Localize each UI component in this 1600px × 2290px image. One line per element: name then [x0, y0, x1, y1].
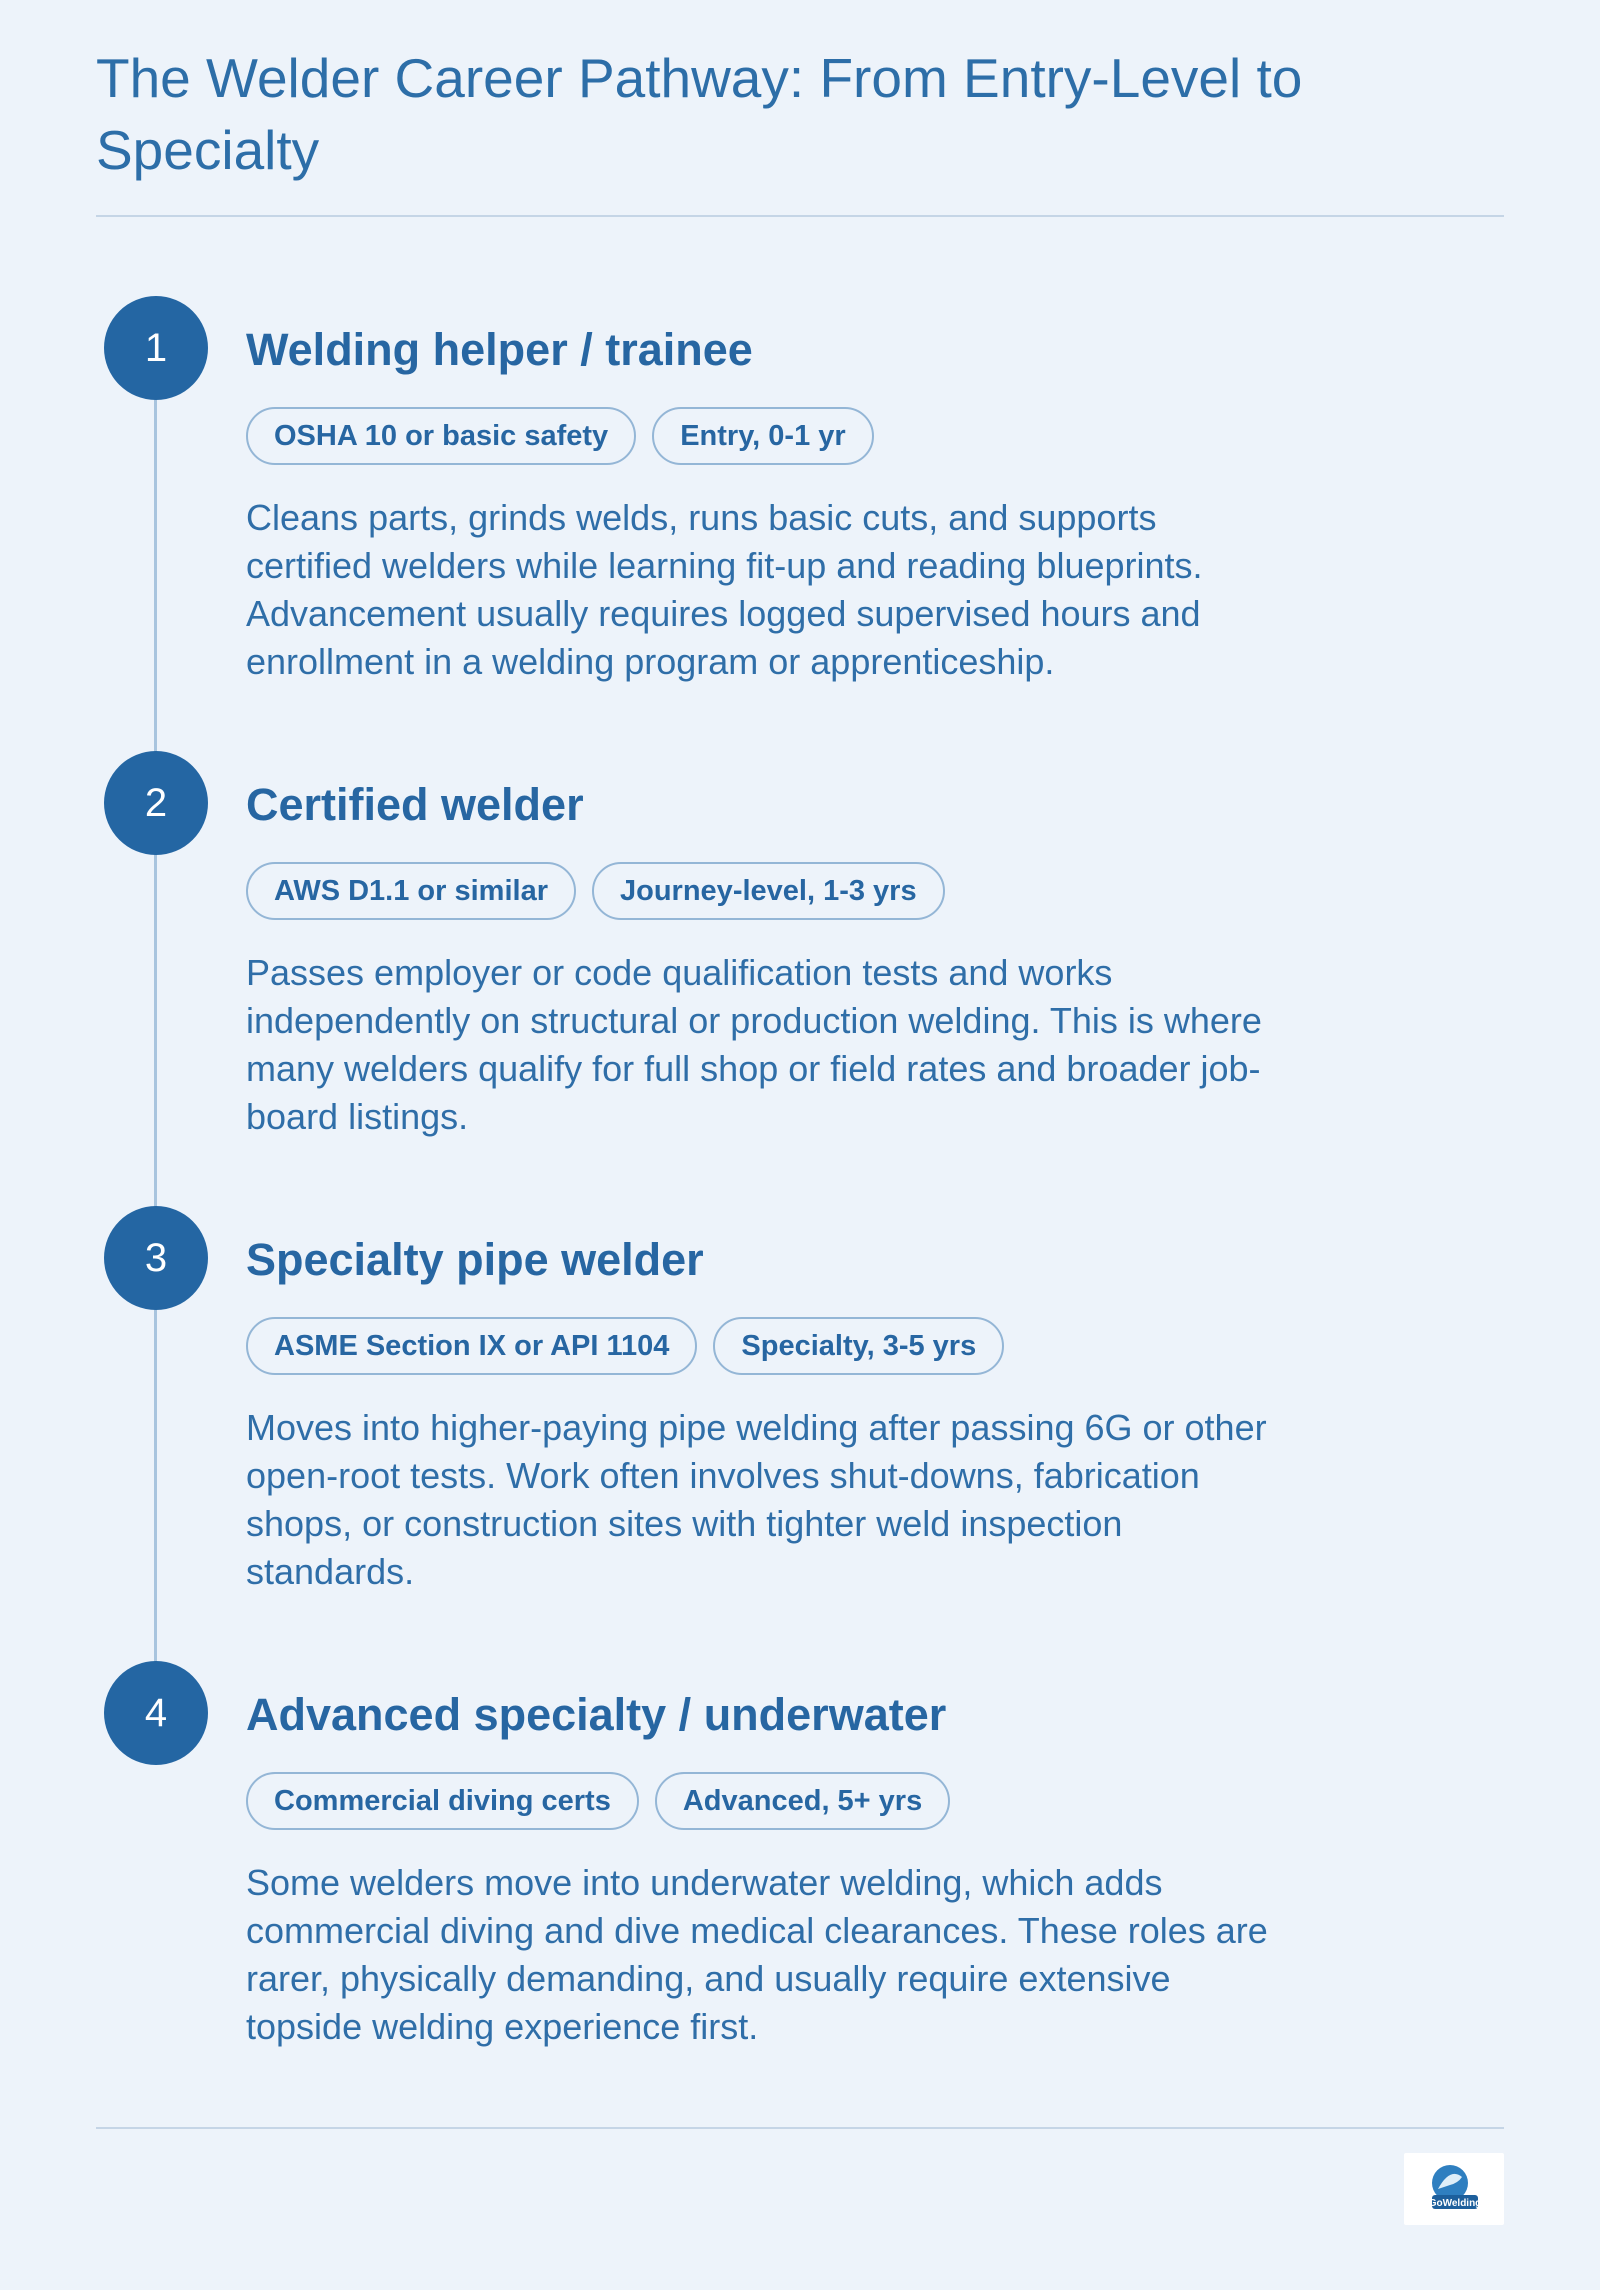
experience-tag: Journey-level, 1-3 yrs	[592, 862, 945, 920]
step-tags	[246, 1317, 1004, 1375]
step-title: Certified welder	[246, 779, 584, 830]
experience-tag: Advanced, 5+ yrs	[655, 1772, 950, 1830]
certification-tag: Commercial diving certs	[246, 1772, 639, 1830]
footer-divider	[96, 2127, 1504, 2129]
step-description: Cleans parts, grinds welds, runs basic cuts, and supports certified welders while learning fit-up and reading blueprints. Advancement usually requires logged supervised hours and enrollment in a welding program or apprenticeship.	[246, 497, 1203, 682]
step-description: Passes employer or code qualification tests and works independently on structural or production welding. This is where many welders qualify for full shop or field rates and broader job-board listings.	[246, 952, 1262, 1137]
step-number-badge: 1	[104, 296, 208, 400]
logo-wordmark: GoWelding	[1428, 2198, 1482, 2209]
welder-helmet-logo-icon	[1404, 2153, 1504, 2225]
experience-tag: Specialty, 3-5 yrs	[713, 1317, 1004, 1375]
experience-tag: Entry, 0-1 yr	[652, 407, 873, 465]
step-tags	[246, 862, 945, 920]
timeline-line	[154, 350, 157, 1710]
step-number-badge: 4	[104, 1661, 208, 1765]
step-number-badge: 2	[104, 751, 208, 855]
page-title: The Welder Career Pathway: From Entry-Level to Specialty	[96, 47, 1303, 181]
step-tags	[246, 1772, 950, 1830]
step-title: Advanced specialty / underwater	[246, 1689, 947, 1740]
gowelding-logo	[1404, 2153, 1504, 2225]
step-title: Specialty pipe welder	[246, 1234, 704, 1285]
step-description: Moves into higher-paying pipe welding after passing 6G or other open-root tests. Work often involves shut-downs, fabrication shops, or construction sites with tighter weld inspection standards.	[246, 1407, 1267, 1592]
step-description: Some welders move into underwater welding, which adds commercial diving and dive medical clearances. These roles are rarer, physically demanding, and usually require extensive topside welding experience first.	[246, 1862, 1268, 2047]
step-title: Welding helper / trainee	[246, 324, 753, 375]
header-divider	[96, 215, 1504, 217]
certification-tag: ASME Section IX or API 1104	[246, 1317, 697, 1375]
certification-tag: OSHA 10 or basic safety	[246, 407, 636, 465]
certification-tag: AWS D1.1 or similar	[246, 862, 576, 920]
step-tags	[246, 407, 874, 465]
step-number-badge: 3	[104, 1206, 208, 1310]
